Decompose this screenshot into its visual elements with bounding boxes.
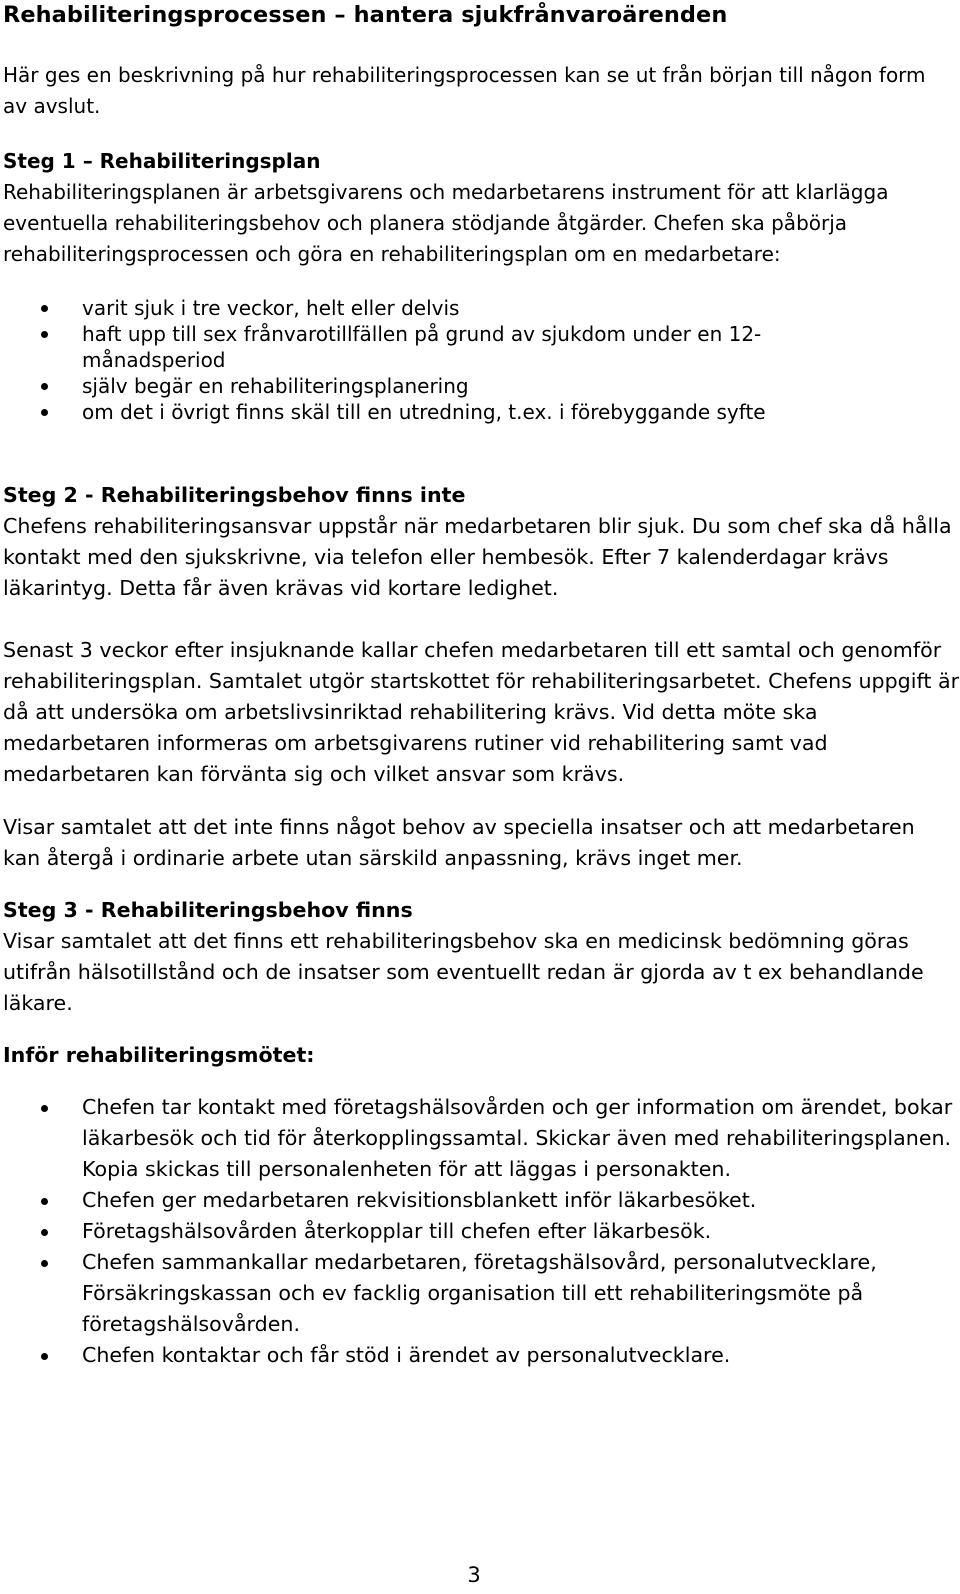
list-item: varit sjuk i tre veckor, helt eller delvis [3,295,865,321]
step-2-section [3,480,960,874]
step-1-criteria-list [3,295,960,425]
step-1-text: Rehabiliteringsplanen är arbetsgivarens och medarbetarens instrument för att klarlägga eventuella rehabiliteringsbehov och planera stödjande åtgärder. Chefen ska påbörja rehabiliteringsprocessen och göra en rehabiliteringsplan om en medarbetare: [3,180,889,266]
list-item: Chefen tar kontakt med företagshälsovården och ger information om ärendet, bokar läkarbesök och tid för återkopplingssamtal. Skickar även med rehabiliteringsplanen. Kopia skickas till personalenheten för att läggas i personakten. [3,1092,960,1185]
list-item: Chefen kontaktar och får stöd i ärendet av personalutvecklare. [3,1340,960,1371]
list-item: Chefen sammankallar medarbetaren, företagshälsovård, personalutvecklare, Försäkringskassan och ev facklig organisation till ett rehabiliteringsmöte på företagshälsovården. [3,1247,960,1340]
step-1-heading: Steg 1 – Rehabiliteringsplan [3,149,321,173]
document-title: Rehabiliteringsprocessen – hantera sjukfrånvaroärenden [3,2,728,28]
meeting-section [3,1040,960,1371]
list-item: haft upp till sex frånvarotillfällen på grund av sjukdom under en 12-månadsperiod [3,321,865,373]
step-3-text: Visar samtalet att det finns ett rehabiliteringsbehov ska en medicinsk bedömning göras utifrån hälsotillstånd och de insatser som eventuellt redan är gjorda av t ex behandlande läkare. [3,929,924,1015]
intro-paragraph: Här ges en beskrivning på hur rehabiliteringsprocessen kan se ut från början till någon form av avslut. [3,63,926,118]
meeting-heading: Inför rehabiliteringsmötet: [3,1043,315,1067]
step-3-heading: Steg 3 - Rehabiliteringsbehov finns [3,898,413,922]
list-item: Chefen ger medarbetaren rekvisitionsblankett inför läkarbesöket. [3,1185,960,1216]
step-2-heading: Steg 2 - Rehabiliteringsbehov finns inte [3,483,466,507]
step-1-section [3,146,960,425]
list-item: själv begär en rehabiliteringsplanering [3,373,865,399]
step-3-section [3,895,960,1019]
step-2-paragraph: Chefens rehabiliteringsansvar uppstår när medarbetaren blir sjuk. Du som chef ska då hålla kontakt med den sjukskrivne, via telefon eller hembesök. Efter 7 kalenderdagar krävs läkarintyg. Detta får även krävas vid kortare ledighet. [3,514,952,600]
step-2-paragraph: Visar samtalet att det inte finns något behov av speciella insatser och att medarbetaren kan återgå i ordinarie arbete utan särskild anpassning, krävs inget mer. [3,815,915,870]
step-2-paragraph: Senast 3 veckor efter insjuknande kallar chefen medarbetaren till ett samtal och genomför rehabiliteringsplan. Samtalet utgör startskottet för rehabiliteringsarbetet. Chefens uppgift är då att undersöka om arbetslivsinriktad rehabilitering krävs. Vid detta möte ska medarbetaren informeras om arbetsgivarens rutiner vid rehabilitering samt vad medarbetaren kan förvänta sig och vilket ansvar som krävs. [3,638,960,786]
meeting-list [3,1092,960,1371]
list-item: om det i övrigt finns skäl till en utredning, t.ex. i förebyggande syfte [3,399,865,425]
page-number: 3 [467,1563,481,1587]
list-item: Företagshälsovården återkopplar till chefen efter läkarbesök. [3,1216,960,1247]
